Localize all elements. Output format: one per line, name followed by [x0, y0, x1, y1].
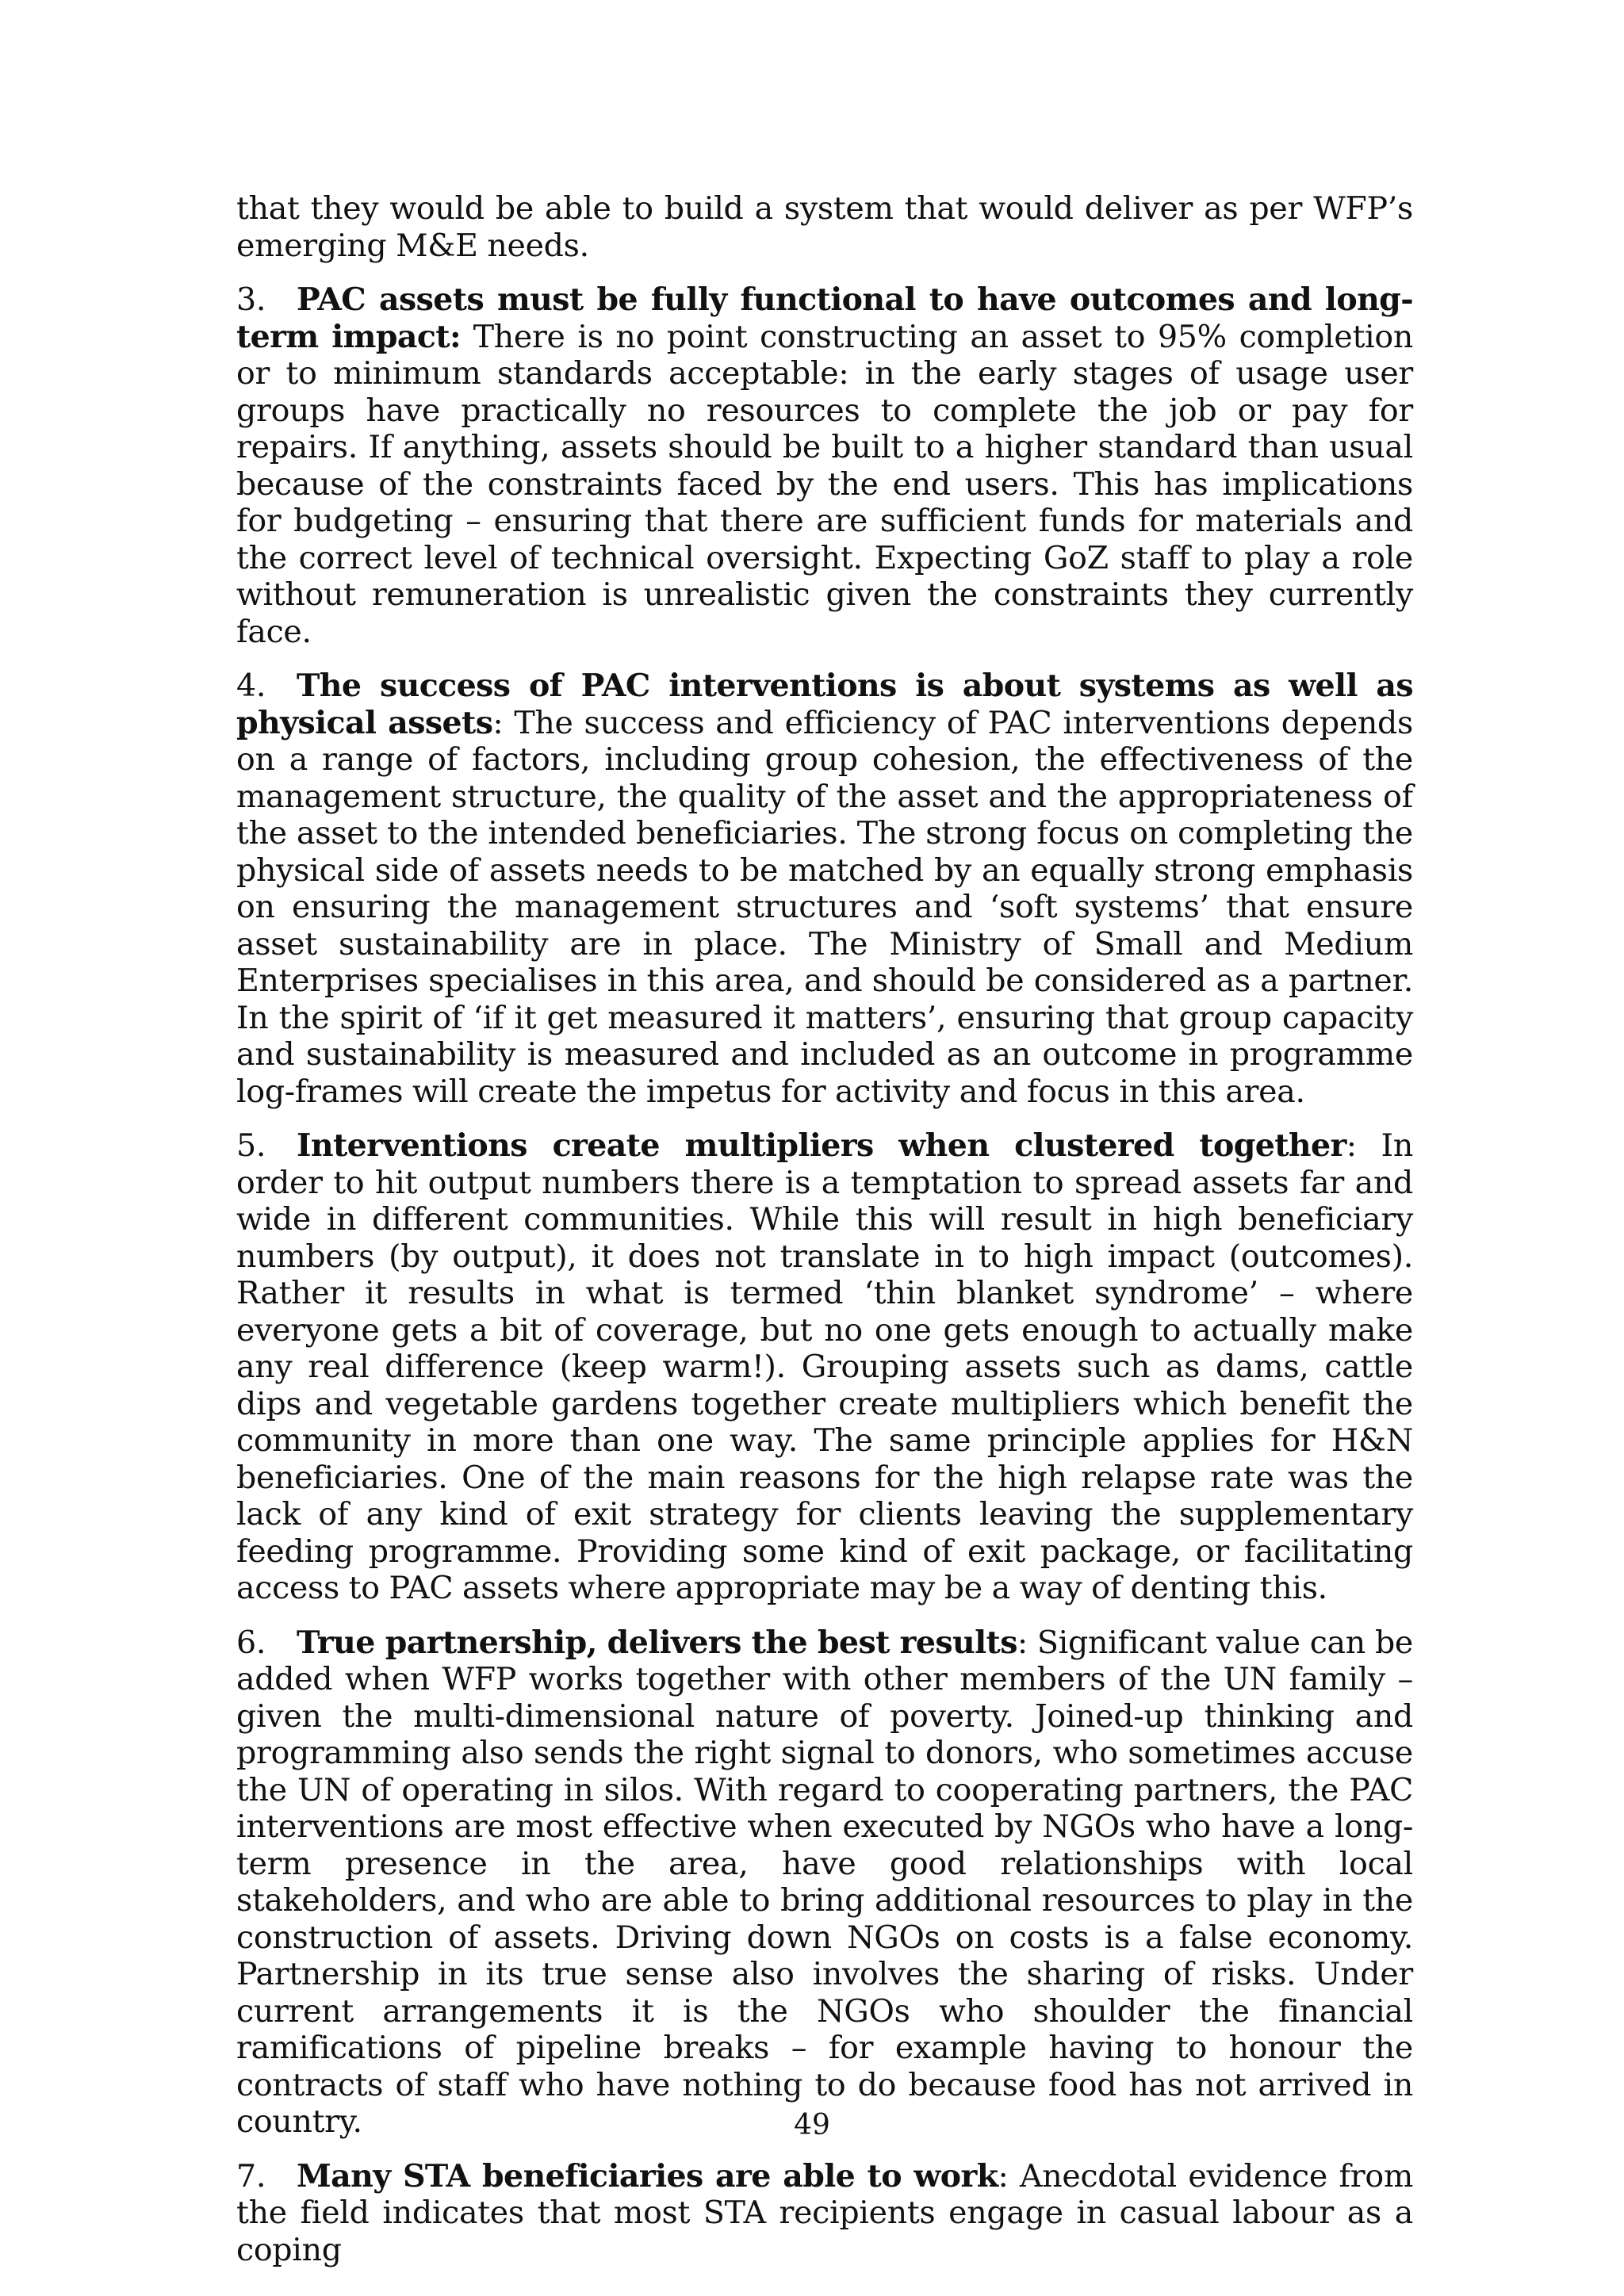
item-body: : Anecdotal evidence from the field indicates that most STA recipients engage in casual labour as a coping — [236, 2157, 1413, 2268]
continuation-paragraph: that they would be able to build a system that would deliver as per WFP’s emerging M&E needs. — [236, 190, 1413, 264]
numbered-paragraph-7 — [236, 2158, 1413, 2269]
item-number: 7. — [236, 2157, 266, 2195]
item-number: 5. — [236, 1127, 266, 1164]
item-body: : The success and efficiency of PAC interventions depends on a range of factors, including group cohesion, the effectiveness of the management structure, the quality of the asset and the appropriateness of the asset to the intended beneficiaries. The strong focus on completing the physical side of assets needs to be matched by an equally strong emphasis on ensuring the management structures and ‘soft systems’ that ensure asset sustainability are in place. The Ministry of Small and Medium Enterprises specialises in this area, and should be considered as a partner. In the spirit of ‘if it get measured it matters’, ensuring that group capacity and sustainability is measured and included as an outcome in programme log-frames will create the impetus for activity and focus in this area. — [236, 704, 1413, 1110]
item-body: : In order to hit output numbers there is a temptation to spread assets far and wide in different communities. While this will result in high beneficiary numbers (by output), it does not translate in to high impact (outcomes). Rather it results in what is termed ‘thin blanket syndrome’ – where everyone gets a bit of coverage, but no one gets enough to actually make any real difference (keep warm!). Grouping assets such as dams, cattle dips and vegetable gardens together create multipliers which benefit the community in more than one way. The same principle applies for H&N beneficiaries. One of the main reasons for the high relapse rate was the lack of any kind of exit strategy for clients leaving the supplementary feeding programme. Providing some kind of exit package, or facilitating access to PAC assets where appropriate may be a way of denting this. — [236, 1127, 1413, 1606]
item-heading: PAC assets must be fully functional to have outcomes and long-term impact: — [236, 281, 1413, 355]
item-heading: The success of PAC interventions is about systems as well as physical assets — [236, 668, 1413, 741]
document-page — [236, 190, 1413, 2286]
numbered-paragraph-5 — [236, 1127, 1413, 1607]
item-heading: Many STA beneficiaries are able to work — [297, 2157, 998, 2195]
numbered-paragraph-4 — [236, 668, 1413, 1110]
item-number: 4. — [236, 668, 266, 704]
item-number: 6. — [236, 1624, 266, 1661]
numbered-paragraph-3 — [236, 281, 1413, 650]
page-number: 49 — [794, 2109, 830, 2141]
numbered-paragraph-6 — [236, 1624, 1413, 2141]
item-number: 3. — [236, 281, 266, 318]
item-heading: Interventions create multipliers when clustered together — [297, 1127, 1346, 1164]
item-heading: True partnership, delivers the best results — [297, 1624, 1017, 1661]
item-body: There is no point constructing an asset to 95% completion or to minimum standards acceptable: in the early stages of usage user groups have practically no resources to complete the job or pay for repairs. If anything, assets should be built to a higher standard than usual because of the constraints faced by the end users. This has implications for budgeting – ensuring that there are sufficient funds for materials and the correct level of technical oversight. Expecting GoZ staff to play a role without remuneration is unrealistic given the constraints they currently face. — [236, 318, 1413, 650]
item-body: : Significant value can be added when WFP works together with other members of the UN family – given the multi-dimensional nature of poverty. Joined-up thinking and programming also sends the right signal to donors, who sometimes accuse the UN of operating in silos. With regard to cooperating partners, the PAC interventions are most effective when executed by NGOs who have a long-term presence in the area, have good relationships with local stakeholders, and who are able to bring additional resources to play in the construction of assets. Driving down NGOs on costs is a false economy. Partnership in its true sense also involves the sharing of risks. Under current arrangements it is the NGOs who shoulder the financial ramifications of pipeline breaks – for example having to honour the contracts of staff who have nothing to do because food has not arrived in country. — [236, 1624, 1414, 2140]
